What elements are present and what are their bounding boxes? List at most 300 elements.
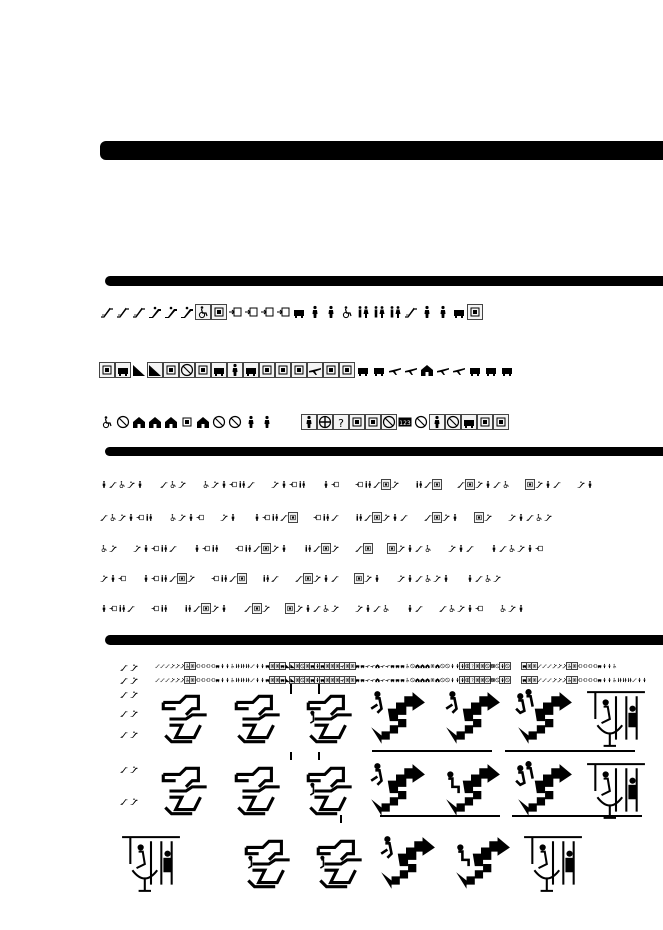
escalator-both-outline-person-illustration <box>310 833 372 895</box>
man-icon <box>322 574 330 583</box>
escalator-up-outline-icon <box>313 604 321 613</box>
family-accessible-icon <box>220 574 228 583</box>
man-icon <box>308 305 322 319</box>
escalator-person-running-illustration <box>365 688 427 750</box>
row-label <box>120 709 138 718</box>
marker-tick <box>318 684 320 694</box>
escalator-dash-icon <box>424 513 432 522</box>
escalator-down-person-icon <box>180 305 194 319</box>
exit-arrow-left-icon <box>355 480 363 489</box>
coffee-icon <box>356 363 370 377</box>
woman-icon <box>442 574 450 583</box>
elevator-people-icon <box>322 544 330 553</box>
wheelchair-icon <box>202 480 210 489</box>
glyph-row <box>155 677 647 683</box>
glyph-sequence <box>355 544 372 553</box>
woman-icon <box>324 305 338 319</box>
glyph-row <box>155 663 617 669</box>
escalator-down-icon <box>211 604 219 613</box>
glyph-sequence <box>475 513 492 522</box>
glyph-sequence <box>160 480 186 489</box>
glyph-sequence <box>508 513 552 522</box>
escalator-outline-down-icon <box>120 797 128 806</box>
escalator-both-outline-person-illustration <box>300 688 362 750</box>
bar-glass-icon <box>196 363 210 377</box>
escalator-down-icon <box>364 574 372 583</box>
escalator-up-outline-icon <box>130 663 138 672</box>
escalator-down-icon <box>178 513 186 522</box>
woman-icon <box>642 677 647 683</box>
family-accessible-icon <box>118 604 126 613</box>
elevator-people-icon <box>212 305 226 319</box>
escalator-pair-icon <box>130 676 138 685</box>
exit-arrow-left-icon <box>535 544 543 553</box>
home-icon <box>420 363 434 377</box>
escalator-down-icon <box>457 604 465 613</box>
exit-arrow-left-icon <box>151 544 159 553</box>
row-label <box>120 765 138 774</box>
accessible-elevator-partial-illustration <box>585 760 647 822</box>
church-icon <box>148 415 162 429</box>
escalator-up-outline-icon <box>439 604 447 613</box>
woman-icon <box>142 574 150 583</box>
plus-circle-icon <box>228 415 242 429</box>
svg-text:?: ? <box>471 677 474 683</box>
elevator-people-icon <box>466 480 474 489</box>
escalator-down-pair-icon <box>130 765 138 774</box>
glyph-sequence <box>151 604 168 613</box>
no-entry-box-icon <box>505 677 510 683</box>
man-icon <box>484 480 492 489</box>
baggage-claim-icon <box>292 305 306 319</box>
mail-icon <box>292 363 306 377</box>
woman-icon <box>109 574 117 583</box>
arrow-left-curve-icon <box>276 305 290 319</box>
escalator-up-outline-icon <box>415 544 423 553</box>
escalator-down-icon <box>100 574 108 583</box>
escalator-dash-icon <box>313 544 321 553</box>
elevator-accessible-scene-illustration <box>120 833 182 895</box>
escalator-dash-icon <box>193 604 201 613</box>
glyph-sequence <box>304 544 339 553</box>
lifeguard-icon <box>430 415 444 429</box>
male-icon <box>244 415 258 429</box>
woman-icon <box>142 544 150 553</box>
glyph-sequence <box>271 480 306 489</box>
escalator-up-outline-icon <box>373 604 381 613</box>
tv-icon <box>244 363 258 377</box>
glyph-sequence <box>526 480 561 489</box>
exit-arrow-left-icon <box>228 305 242 319</box>
glyph-row <box>100 574 515 583</box>
escalator-up-outline-icon <box>100 305 114 319</box>
escalator-dash-icon <box>424 480 432 489</box>
glyph-sequence <box>100 544 117 553</box>
woman-icon <box>517 604 525 613</box>
escalator-down-icon <box>187 574 195 583</box>
escalator-up-outline-icon <box>160 480 168 489</box>
woman-icon <box>229 513 237 522</box>
escalator-down-icon <box>448 544 456 553</box>
glyph-sequence <box>100 574 126 583</box>
escalator-up-outline-icon <box>493 480 501 489</box>
family-accessible-icon <box>322 513 330 522</box>
glyph-sequence <box>424 513 459 522</box>
man-icon <box>220 604 228 613</box>
glyph-sequence <box>235 544 288 553</box>
escalator-up-outline-icon <box>553 480 561 489</box>
escalator-down-icon <box>127 480 135 489</box>
escalator-person-running-illustration <box>375 833 437 895</box>
escalator-down-icon <box>178 480 186 489</box>
woman-icon <box>100 604 108 613</box>
escalator-down-icon <box>493 574 501 583</box>
escalator-person-running-illustration <box>365 760 427 822</box>
wheelchair-icon <box>502 480 510 489</box>
svg-text:?: ? <box>471 663 474 669</box>
man-icon <box>517 513 525 522</box>
exit-arrow-left-icon <box>151 574 159 583</box>
wheelchair-icon <box>322 604 330 613</box>
wheelchair-icon <box>424 574 432 583</box>
glyph-sequence <box>253 513 297 522</box>
woman-icon <box>280 480 288 489</box>
suitcase-icon <box>500 363 514 377</box>
elevator-people-icon <box>286 604 294 613</box>
divider-line <box>380 815 500 817</box>
elevator-people-icon <box>433 480 441 489</box>
wheelchair-icon <box>499 604 507 613</box>
no-smoking-circle-icon <box>116 415 130 429</box>
elevator-people-icon <box>262 544 270 553</box>
escalator-up-outline-icon <box>415 574 423 583</box>
door-icon <box>478 415 492 429</box>
escalator-up-outline-icon <box>499 544 507 553</box>
man-icon <box>280 544 288 553</box>
departures-icon <box>436 363 450 377</box>
escalator-down-icon <box>433 574 441 583</box>
stairs-box-icon <box>468 305 482 319</box>
arrivals-icon <box>452 363 466 377</box>
escalator-dash-icon <box>169 544 177 553</box>
divider-line <box>512 815 642 817</box>
escalator-down-pair-icon <box>130 690 138 699</box>
waiting-room-icon <box>324 363 338 377</box>
escalator-down-icon <box>397 574 405 583</box>
man-icon <box>406 544 414 553</box>
man-icon <box>586 480 594 489</box>
escalator-dash-icon <box>364 513 372 522</box>
family-icon <box>388 305 402 319</box>
escalator-dash-icon <box>457 480 465 489</box>
glyph-sequence <box>133 544 177 553</box>
no-entry-box-icon <box>446 415 460 429</box>
stadium-icon <box>164 415 178 429</box>
glyph-sequence <box>466 574 501 583</box>
accessible-elevator-scene-illustration <box>585 688 647 750</box>
family-accessible-icon <box>271 513 279 522</box>
family-accessible-icon <box>372 305 386 319</box>
escalator-down-icon <box>313 574 321 583</box>
123-badge-icon <box>398 415 412 429</box>
marker-tick <box>340 815 342 823</box>
escalator-up-outline-icon <box>400 513 408 522</box>
glyph-sequence <box>490 544 543 553</box>
man-icon <box>544 480 552 489</box>
escalator-pair-icon <box>120 730 128 739</box>
wheelchair-icon <box>169 480 177 489</box>
glyph-sequence <box>355 513 408 522</box>
escalator-down-icon <box>271 544 279 553</box>
man-icon <box>391 513 399 522</box>
mountain-box-icon <box>100 363 114 377</box>
escalator-person-sitting-illustration <box>450 833 512 895</box>
escalator-both-outline-illustration <box>155 760 217 822</box>
elevator-people-icon <box>238 574 246 583</box>
escalator-dash-icon <box>355 544 363 553</box>
elevator-people-icon <box>526 480 534 489</box>
escalator-down-icon <box>164 305 178 319</box>
escalator-down-icon <box>544 513 552 522</box>
man-icon <box>364 604 372 613</box>
elevator-people-icon <box>178 574 186 583</box>
wheelchair-icon <box>100 544 108 553</box>
escalator-down-icon <box>577 480 585 489</box>
question-icon <box>334 415 348 429</box>
glyph-sequence <box>313 513 339 522</box>
glyph-sequence <box>355 604 390 613</box>
wheelchair-black-icon <box>100 415 114 429</box>
escalator-dash-icon <box>373 480 381 489</box>
exit-arrow-left-icon <box>235 544 243 553</box>
glyph-sequence <box>388 544 432 553</box>
marker-tick <box>290 684 292 694</box>
antenna-icon <box>494 415 508 429</box>
family-accessible-icon <box>298 480 306 489</box>
escalator-dash-icon <box>244 604 252 613</box>
wheelchair-icon <box>448 604 456 613</box>
escalator-down-icon <box>382 513 390 522</box>
glyph-sequence <box>100 604 135 613</box>
section-rule-bar <box>105 447 663 456</box>
section-rule-bar <box>105 635 663 645</box>
escalator-down-icon <box>109 544 117 553</box>
escalator-down-icon <box>262 604 270 613</box>
escalator-dash-icon <box>253 544 261 553</box>
cityscape-icon <box>196 415 210 429</box>
man-icon <box>466 574 474 583</box>
glyph-sequence <box>355 480 399 489</box>
exit-arrow-left-icon <box>331 480 339 489</box>
woman-icon <box>526 544 534 553</box>
glyph-row <box>100 415 508 429</box>
exit-arrow-left-icon <box>118 574 126 583</box>
escalator-dash-icon <box>127 604 135 613</box>
elevator-people-icon <box>289 513 297 522</box>
glyph-sequence <box>184 604 228 613</box>
man-icon <box>490 544 498 553</box>
wheelchair-icon <box>484 574 492 583</box>
glyph-sequence <box>244 604 270 613</box>
family-accessible-icon <box>160 604 168 613</box>
escalator-pair-icon <box>130 730 138 739</box>
pinwheel-icon <box>180 415 194 429</box>
escalator-person-sitting-illustration <box>440 760 502 822</box>
woman-icon <box>253 513 261 522</box>
escalator-down-icon <box>517 544 525 553</box>
section-rule-bar <box>105 276 663 286</box>
escalator-dash-icon <box>404 305 418 319</box>
elevator-people-icon <box>202 604 210 613</box>
glyph-sequence <box>295 574 339 583</box>
man-icon <box>420 305 434 319</box>
glyph-sequence <box>220 513 237 522</box>
lock-icon <box>340 363 354 377</box>
section-rule-bar <box>100 141 663 160</box>
walk-box-icon <box>302 415 316 429</box>
escalator-two-people-illustration <box>512 760 574 822</box>
woman-icon <box>322 480 330 489</box>
picnic-icon <box>350 415 364 429</box>
seat-box-icon <box>116 363 130 377</box>
escalator-up-outline-icon <box>526 513 534 522</box>
wheelchair-icon <box>109 513 117 522</box>
escalator-dash-icon <box>229 574 237 583</box>
arrow-right-curve-icon <box>260 305 274 319</box>
exit-arrow-left-icon <box>289 480 297 489</box>
escalator-down-pair-icon <box>120 765 128 774</box>
wheelchair-icon <box>169 513 177 522</box>
escalator-down-icon <box>508 604 516 613</box>
family-accessible-icon <box>415 480 423 489</box>
glyph-sequence <box>100 513 153 522</box>
row-label <box>120 730 138 739</box>
exit-arrow-left-icon <box>202 544 210 553</box>
exit-arrow-left-icon <box>196 513 204 522</box>
glyph-row <box>100 544 557 553</box>
escalator-down-icon <box>331 604 339 613</box>
minus-circle-icon <box>212 415 226 429</box>
exit-arrow-left-icon <box>136 513 144 522</box>
svg-text:?: ? <box>338 417 344 429</box>
glyph-sequence <box>397 574 450 583</box>
escalator-dash-icon <box>169 574 177 583</box>
bed-icon <box>212 363 226 377</box>
escalator-up-outline-icon <box>109 480 117 489</box>
glyph-sequence <box>415 480 441 489</box>
elevator-people-icon <box>388 544 396 553</box>
exit-arrow-left-icon <box>109 604 117 613</box>
row-label <box>120 676 138 685</box>
glyph-row <box>100 305 482 319</box>
baggage-icon <box>484 363 498 377</box>
woman-icon <box>436 305 450 319</box>
elevator-people-icon <box>433 513 441 522</box>
info-person-icon <box>228 363 242 377</box>
glyph-sequence <box>193 544 219 553</box>
taxi-icon <box>372 363 386 377</box>
radiation-icon <box>382 415 396 429</box>
man-woman-icon <box>356 305 370 319</box>
family-accessible-icon <box>364 480 372 489</box>
wheelchair-icon <box>508 544 516 553</box>
row-label <box>120 663 138 672</box>
glyph-sequence <box>355 574 381 583</box>
escalator-down-icon <box>271 480 279 489</box>
shower-icon <box>366 415 380 429</box>
exit-arrow-left-icon <box>313 513 321 522</box>
elevator-people-icon <box>364 544 372 553</box>
person-partial-illustration <box>522 833 584 895</box>
wheelchair-icon <box>424 544 432 553</box>
exit-arrow-right-icon <box>244 305 258 319</box>
woman-icon <box>466 604 474 613</box>
elevator-people-icon <box>373 513 381 522</box>
exit-arrow-left-icon <box>229 480 237 489</box>
escalator-up-outline-icon <box>475 574 483 583</box>
woman-icon <box>220 480 228 489</box>
escalator-up-outline-icon <box>100 513 108 522</box>
elevator-people-icon <box>355 574 363 583</box>
escalator-down-pair-icon <box>120 690 128 699</box>
row-label <box>120 797 138 806</box>
elevator-escalator-icon <box>130 709 138 718</box>
escalator-dash-icon <box>271 574 279 583</box>
family-accessible-icon <box>262 574 270 583</box>
man-icon <box>406 574 414 583</box>
escalator-down-icon <box>355 604 363 613</box>
wheelchair-icon <box>612 663 617 669</box>
s-circle-icon <box>414 415 428 429</box>
marker-tick <box>318 752 320 760</box>
escalator-down-icon <box>295 604 303 613</box>
man-icon <box>451 513 459 522</box>
elevator-accessible-icon <box>196 305 210 319</box>
man-icon <box>406 604 414 613</box>
first-aid-icon <box>318 415 332 429</box>
glyph-sequence <box>448 544 474 553</box>
divider-line <box>505 750 635 752</box>
wheelchair-icon <box>535 513 543 522</box>
elevator-people-icon <box>475 513 483 522</box>
escalator-up-outline-icon <box>466 544 474 553</box>
stroller-icon <box>452 305 466 319</box>
glyph-sequence <box>202 480 255 489</box>
woman-icon <box>136 480 144 489</box>
escalator-down-icon <box>148 305 162 319</box>
factory-icon <box>132 415 146 429</box>
woman-icon <box>127 513 135 522</box>
wheelchair-icon <box>340 305 354 319</box>
woman-icon <box>193 544 201 553</box>
escalator-up-outline-icon <box>331 574 339 583</box>
glyph-sequence <box>142 574 195 583</box>
svg-text:123: 123 <box>490 679 495 683</box>
glyph-sequence <box>100 480 144 489</box>
man-icon <box>100 480 108 489</box>
helicopter-icon <box>404 363 418 377</box>
svg-text:123: 123 <box>399 420 411 427</box>
elevator-people-icon <box>382 480 390 489</box>
family-accessible-icon <box>184 604 192 613</box>
glyph-row <box>100 363 514 377</box>
escalator-down-icon <box>211 480 219 489</box>
glyph-sequence <box>577 480 594 489</box>
escalator-both-outline-illustration <box>228 688 290 750</box>
family-accessible-icon <box>238 480 246 489</box>
divider-line <box>372 750 492 752</box>
escalator-down-icon <box>118 513 126 522</box>
